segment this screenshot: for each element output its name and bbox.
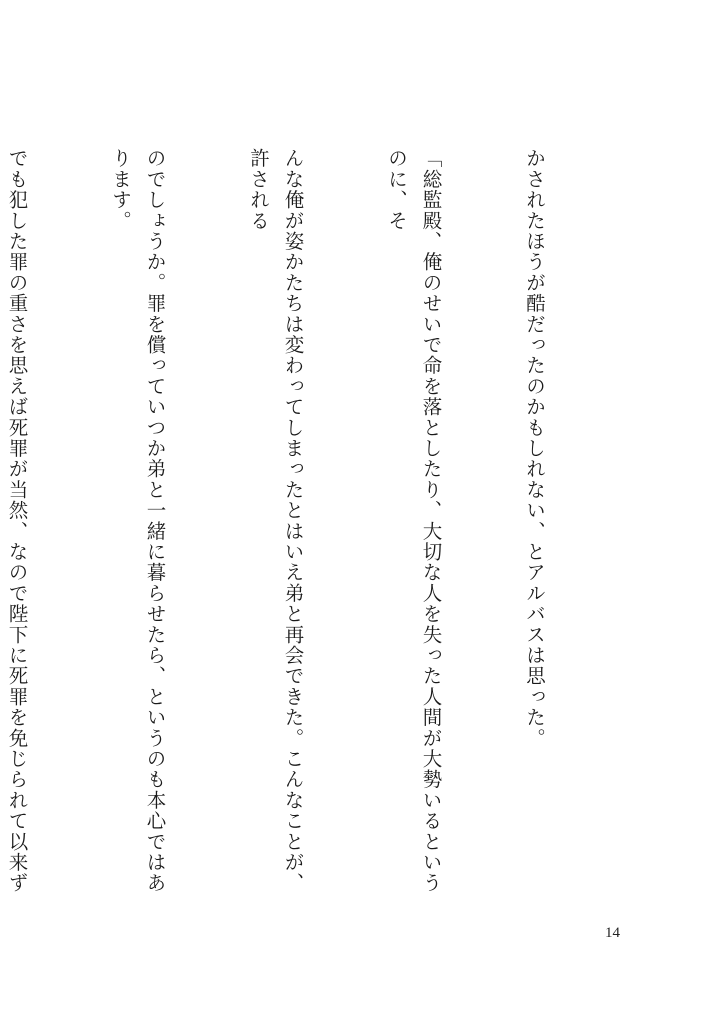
text-line: かされたほうが酷だったのかもしれない、とアルバスは思った。	[523, 148, 546, 749]
page-number: 14	[605, 925, 620, 941]
text-line: のでしょうか。罪を償っていつか弟と一緒に暮らせたら、というのも本心ではあります。	[109, 148, 167, 894]
vertical-text-body	[0, 148, 620, 908]
text-line: 「総監殿、俺のせいで命を落としたり、大切な人を失った人間が大勢いるというのに、そ	[385, 148, 443, 894]
text-line: んな俺が姿かたちは変わってしまったとはいえ弟と再会できた。こんなことが、許される	[247, 148, 305, 894]
text-line: でも犯した罪の重さを思えば死罪が当然、なので陛下に死罪を免じられて以来ず	[5, 148, 29, 894]
